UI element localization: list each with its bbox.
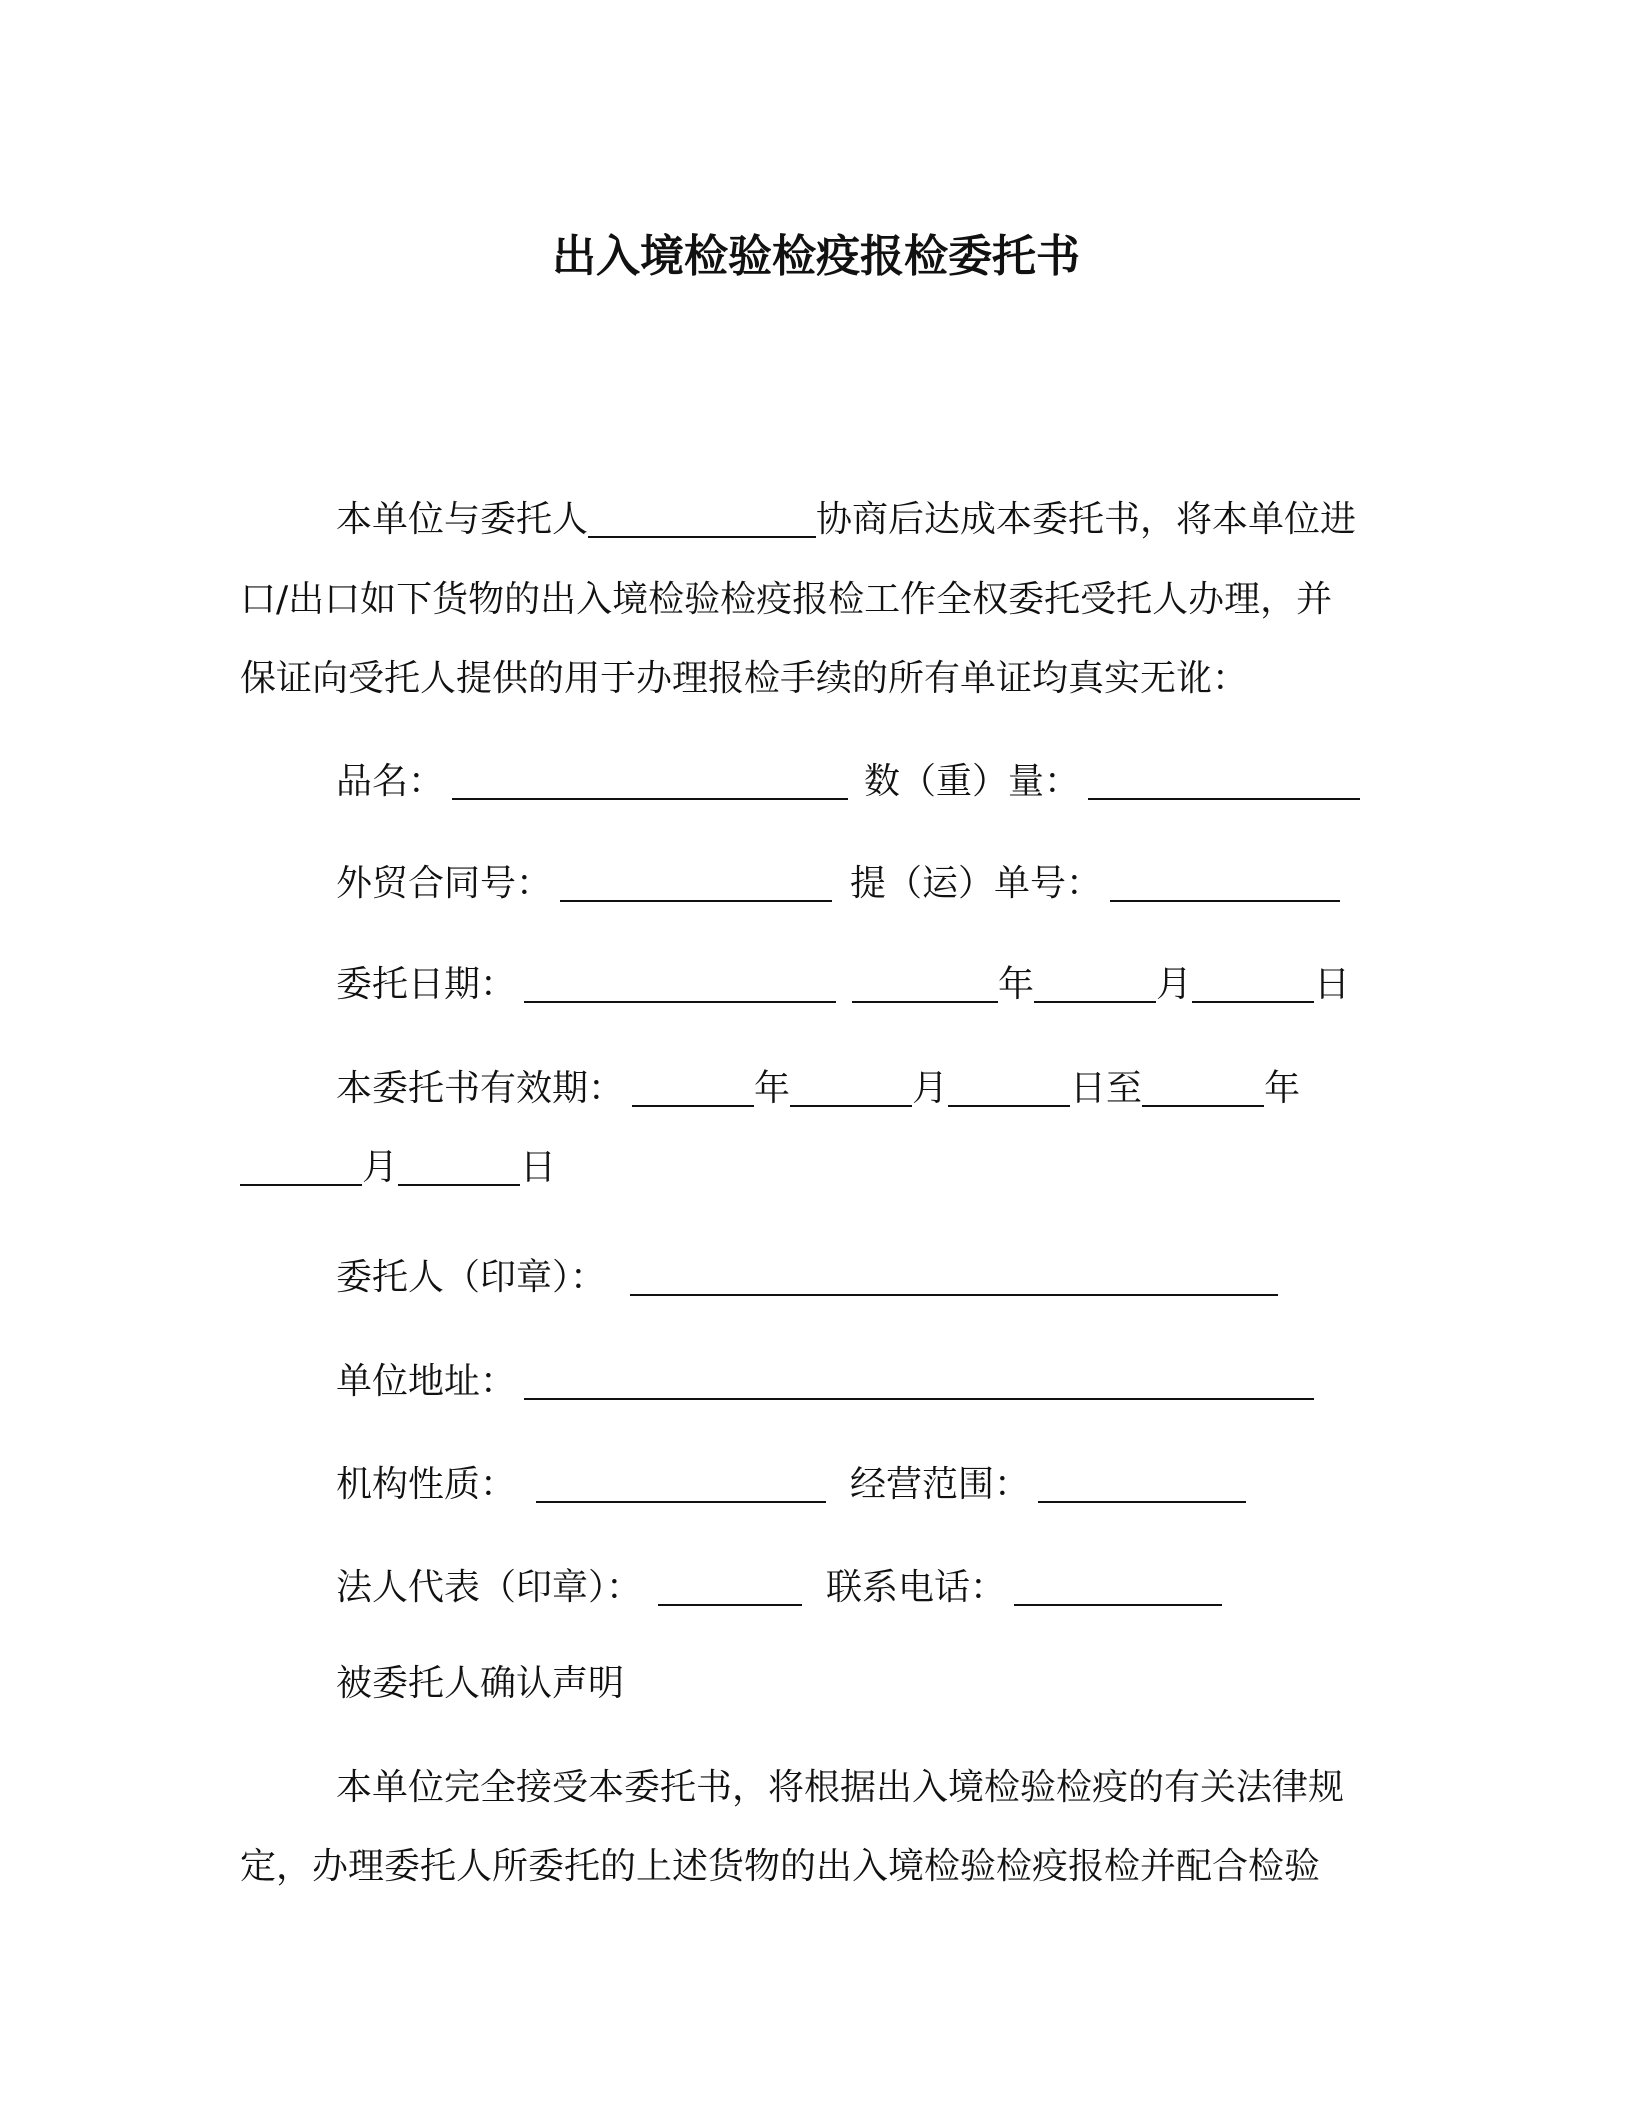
- document-title: 出入境检验检疫报检委托书: [552, 231, 1080, 282]
- product-row: [336, 761, 1360, 802]
- entrust-month-blank[interactable]: [1034, 969, 1156, 1003]
- validity-to-month-blank[interactable]: [240, 1152, 362, 1186]
- validity-to-day-label: 日: [520, 1147, 557, 1188]
- entrust-date-blank[interactable]: [524, 969, 836, 1003]
- quantity-label: 数（重）量：: [864, 761, 1081, 802]
- contract-row: [336, 863, 1340, 904]
- product-name-label: 品名：: [336, 761, 445, 802]
- entrust-date-row: [336, 964, 1351, 1005]
- address-row: [336, 1361, 1314, 1402]
- confirmation-line-2: 定，办理委托人所委托的上述货物的出入境检验检疫报检并配合检验: [240, 1846, 1321, 1887]
- validity-to-year-label: 年: [1264, 1068, 1301, 1109]
- validity-to-month-label: 月: [362, 1147, 399, 1188]
- validity-from-year-label: 年: [754, 1068, 791, 1109]
- entrust-day-blank[interactable]: [1192, 969, 1314, 1003]
- legal-rep-blank[interactable]: [658, 1572, 802, 1606]
- confirmation-line-1: 本单位完全接受本委托书，将根据出入境检验检疫的有关法律规: [336, 1767, 1345, 1808]
- validity-row: [336, 1068, 1301, 1109]
- intro-text-b: 协商后达成本委托书，将本单位进: [816, 499, 1357, 540]
- legal-rep-row: [336, 1567, 1222, 1608]
- entrust-year-label: 年: [998, 964, 1035, 1005]
- validity-label: 本委托书有效期：: [336, 1068, 625, 1109]
- contract-no-label: 外贸合同号：: [336, 863, 553, 904]
- address-blank[interactable]: [524, 1366, 1314, 1400]
- intro-line-2: 口/出口如下货物的出入境检验检疫报检工作全权委托受托人办理，并: [240, 579, 1333, 620]
- phone-blank[interactable]: [1014, 1572, 1222, 1606]
- phone-label: 联系电话：: [826, 1567, 1007, 1608]
- org-nature-label: 机构性质：: [336, 1464, 517, 1505]
- intro-line-1: [336, 499, 1357, 540]
- contract-no-blank[interactable]: [560, 868, 832, 902]
- entrust-year-blank[interactable]: [852, 969, 998, 1003]
- validity-day-to-label: 日至: [1070, 1068, 1143, 1109]
- confirmation-heading: 被委托人确认声明: [336, 1663, 625, 1704]
- address-label: 单位地址：: [336, 1361, 517, 1402]
- principal-name-blank[interactable]: [588, 504, 816, 538]
- bill-no-blank[interactable]: [1110, 868, 1340, 902]
- validity-from-year-blank[interactable]: [632, 1073, 754, 1107]
- principal-label: 委托人（印章）：: [336, 1257, 607, 1298]
- org-row: [336, 1464, 1246, 1505]
- entrust-month-label: 月: [1156, 964, 1193, 1005]
- business-scope-label: 经营范围：: [850, 1464, 1031, 1505]
- org-nature-blank[interactable]: [536, 1469, 826, 1503]
- principal-row: [336, 1257, 1278, 1298]
- principal-seal-blank[interactable]: [630, 1262, 1278, 1296]
- bill-no-label: 提（运）单号：: [850, 863, 1103, 904]
- quantity-blank[interactable]: [1088, 766, 1360, 800]
- business-scope-blank[interactable]: [1038, 1469, 1246, 1503]
- validity-from-day-blank[interactable]: [948, 1073, 1070, 1107]
- validity-to-year-blank[interactable]: [1142, 1073, 1264, 1107]
- validity-to-day-blank[interactable]: [398, 1152, 520, 1186]
- entrust-day-label: 日: [1314, 964, 1351, 1005]
- validity-from-month-blank[interactable]: [790, 1073, 912, 1107]
- validity-row-cont: [240, 1147, 557, 1188]
- intro-text-a: 本单位与委托人: [336, 499, 589, 540]
- product-name-blank[interactable]: [452, 766, 848, 800]
- validity-from-month-label: 月: [912, 1068, 949, 1109]
- legal-rep-label: 法人代表（印章）：: [336, 1567, 643, 1608]
- intro-line-3: 保证向受托人提供的用于办理报检手续的所有单证均真实无讹：: [240, 658, 1249, 699]
- entrust-date-label: 委托日期：: [336, 964, 517, 1005]
